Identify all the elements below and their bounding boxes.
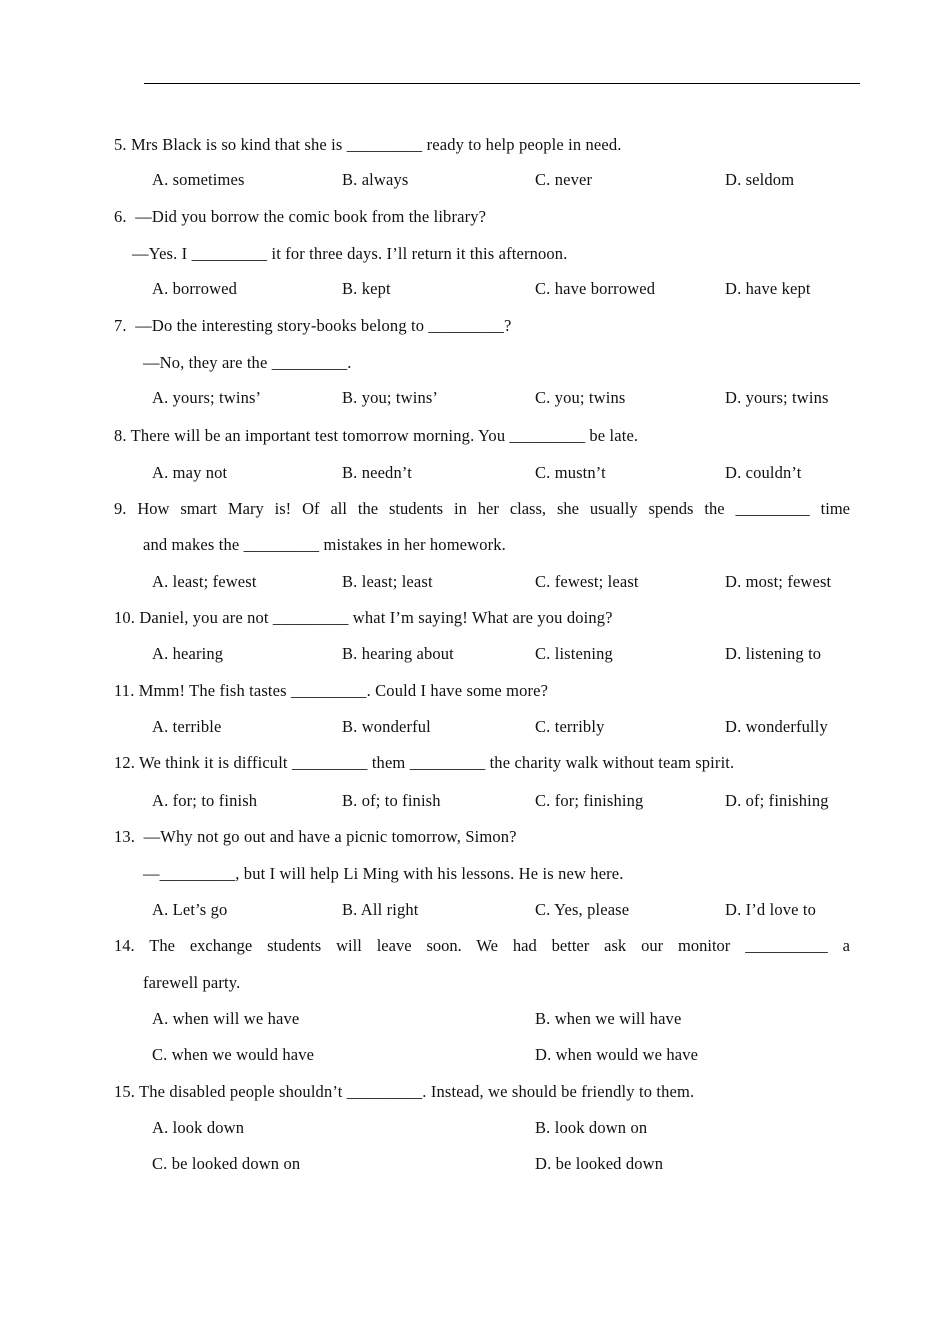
question-8-option-b: B. needn’t (342, 463, 412, 482)
question-5-option-d: D. seldom (725, 170, 795, 189)
question-12-option-a: A. for; to finish (152, 791, 258, 810)
question-9-option-d: D. most; fewest (725, 572, 832, 591)
question-13-stem-line-2: —_________, but I will help Li Ming with his lessons. He is new here. (143, 864, 624, 883)
question-10-option-a: A. hearing (152, 644, 224, 663)
question-6-option-a: A. borrowed (152, 279, 238, 298)
question-15-option-c: C. be looked down on (152, 1154, 301, 1173)
question-9-stem-line-2: and makes the _________ mistakes in her homework. (143, 535, 506, 554)
question-6-option-d: D. have kept (725, 279, 811, 298)
question-14-option-a: A. when will we have (152, 1009, 300, 1028)
question-5-option-c: C. never (535, 170, 593, 189)
question-7-option-d: D. yours; twins (725, 388, 829, 407)
question-11-stem: 11. Mmm! The fish tastes _________. Could I have some more? (114, 681, 549, 700)
question-11-option-d: D. wonderfully (725, 717, 828, 736)
question-5-option-a: A. sometimes (152, 170, 245, 189)
question-15-option-a: A. look down (152, 1118, 245, 1137)
question-13-option-d: D. I’d love to (725, 900, 816, 919)
question-13-option-b: B. All right (342, 900, 419, 919)
question-15-option-b: B. look down on (535, 1118, 648, 1137)
question-14-stem-line-2: farewell party. (143, 973, 241, 992)
question-10-stem: 10. Daniel, you are not _________ what I’m saying! What are you doing? (114, 608, 613, 627)
question-9-option-b: B. least; least (342, 572, 433, 591)
question-6-stem: 6. —Did you borrow the comic book from the library? (114, 207, 487, 226)
question-6-stem-line-2: —Yes. I _________ it for three days. I’ll return it this afternoon. (132, 244, 568, 263)
header-rule (144, 83, 860, 84)
question-11-option-c: C. terribly (535, 717, 605, 736)
question-9-stem: 9. How smart Mary is! Of all the students in her class, she usually spends the _________ time (114, 499, 850, 518)
question-7-option-c: C. you; twins (535, 388, 626, 407)
question-12-option-c: C. for; finishing (535, 791, 644, 810)
question-7-option-a: A. yours; twins’ (152, 388, 262, 407)
question-6-option-b: B. kept (342, 279, 391, 298)
question-9-option-c: C. fewest; least (535, 572, 639, 591)
question-15-stem: 15. The disabled people shouldn’t _________. Instead, we should be friendly to them. (114, 1082, 695, 1101)
question-13-option-c: C. Yes, please (535, 900, 630, 919)
question-10-option-d: D. listening to (725, 644, 822, 663)
question-8-option-c: C. mustn’t (535, 463, 606, 482)
question-12-option-d: D. of; finishing (725, 791, 829, 810)
question-11-option-b: B. wonderful (342, 717, 431, 736)
question-11-option-a: A. terrible (152, 717, 222, 736)
question-7-stem: 7. —Do the interesting story-books belong to _________? (114, 316, 512, 335)
question-10-option-b: B. hearing about (342, 644, 454, 663)
question-13-stem: 13. —Why not go out and have a picnic tomorrow, Simon? (114, 827, 517, 846)
question-13-option-a: A. Let’s go (152, 900, 228, 919)
question-14-option-b: B. when we will have (535, 1009, 682, 1028)
question-8-stem: 8. There will be an important test tomorrow morning. You _________ be late. (114, 426, 639, 445)
question-12-stem: 12. We think it is difficult _________ them _________ the charity walk without team spirit. (114, 753, 735, 772)
question-14-stem: 14. The exchange students will leave soon. We had better ask our monitor __________ a (114, 936, 850, 955)
question-10-option-c: C. listening (535, 644, 613, 663)
question-7-stem-line-2: —No, they are the _________. (143, 353, 352, 372)
question-12-option-b: B. of; to finish (342, 791, 441, 810)
question-5-option-b: B. always (342, 170, 409, 189)
question-6-option-c: C. have borrowed (535, 279, 656, 298)
question-8-option-a: A. may not (152, 463, 228, 482)
question-14-option-d: D. when would we have (535, 1045, 699, 1064)
question-7-option-b: B. you; twins’ (342, 388, 439, 407)
question-15-option-d: D. be looked down (535, 1154, 664, 1173)
question-5-stem: 5. Mrs Black is so kind that she is _________ ready to help people in need. (114, 135, 622, 154)
question-14-option-c: C. when we would have (152, 1045, 315, 1064)
question-9-option-a: A. least; fewest (152, 572, 257, 591)
question-8-option-d: D. couldn’t (725, 463, 802, 482)
